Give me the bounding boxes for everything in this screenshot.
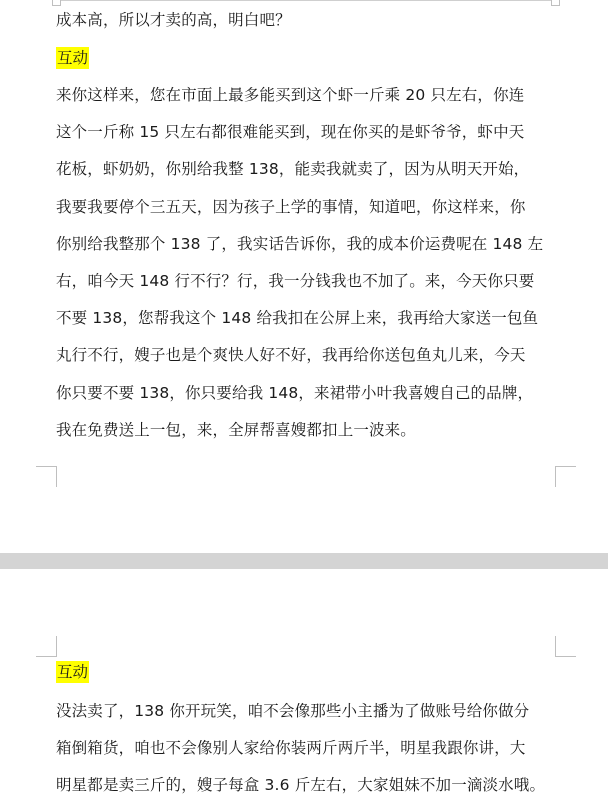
- text-line[interactable]: 我要我要停个三五天，因为孩子上学的事情，知道吧，你这样来，你: [56, 197, 526, 216]
- section-heading-interaction[interactable]: 互动: [57, 49, 89, 67]
- paragraph-body[interactable]: [56, 693, 556, 805]
- text-line[interactable]: 你只要不要 138，你只要给我 148，来裙带小叶我喜嫂自己的品牌，: [56, 383, 534, 402]
- page-corner-marker: [36, 636, 57, 657]
- text-line[interactable]: 我在免费送上一包，来，全屏帮喜嫂都扣上一波来。: [56, 420, 416, 439]
- paragraph-body[interactable]: [56, 77, 556, 449]
- page-corner-marker: [555, 466, 576, 487]
- page-separator: [0, 553, 608, 569]
- text-line[interactable]: 成本高，所以才卖的高，明白吧？: [56, 11, 291, 29]
- text-line[interactable]: 明星都是卖三斤的，嫂子每盒 3.6 斤左右，大家姐妹不加一滴淡水哦。: [56, 776, 546, 795]
- paragraph-continuation[interactable]: [56, 2, 556, 39]
- text-line[interactable]: 你别给我整那个 138 了，我实话告诉你，我的成本价运费呢在 148 左: [56, 234, 544, 253]
- text-line[interactable]: 没法卖了，138 你开玩笑，咱不会像那些小主播为了做账号给你做分: [56, 702, 530, 720]
- text-line[interactable]: 花板，虾奶奶，你别给我整 138，能卖我就卖了，因为从明天开始，: [56, 160, 530, 179]
- text-line[interactable]: 不要 138，您帮我这个 148 给我扣在公屏上来，我再给大家送一包鱼: [56, 309, 539, 328]
- text-line[interactable]: 丸行不行，嫂子也是个爽快人好不好，我再给你送包鱼丸儿来，今天: [56, 346, 526, 365]
- page-top-edge: [56, 0, 556, 1]
- section-heading-interaction[interactable]: 互动: [57, 663, 89, 681]
- text-line[interactable]: 右，咱今天 148 行不行？行，我一分钱我也不加了。来，今天你只要: [56, 271, 535, 290]
- text-line[interactable]: 箱倒箱货，咱也不会像别人家给你装两斤两斤半，明星我跟你讲，大: [56, 739, 526, 758]
- page-corner-marker: [555, 636, 576, 657]
- text-line[interactable]: 这个一斤称 15 只左右都很难能买到，现在你买的是虾爷爷，虾中天: [56, 123, 525, 142]
- page-corner-marker: [36, 466, 57, 487]
- text-line[interactable]: 来你这样来，您在市面上最多能买到这个虾一斤乘 20 只左右，你连: [56, 86, 525, 104]
